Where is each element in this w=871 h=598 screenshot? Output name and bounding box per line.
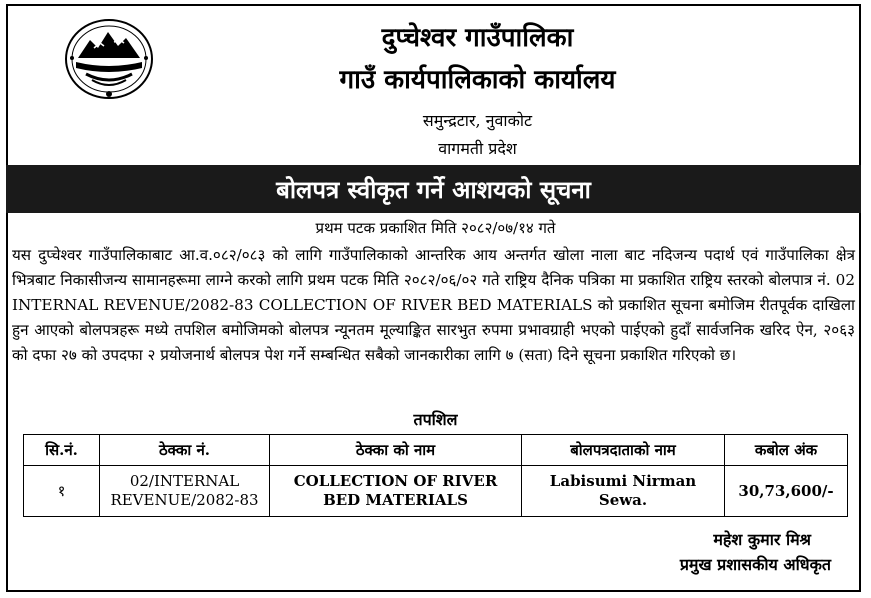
signatory-designation: प्रमुख प्रशासकीय अधिकृत	[679, 555, 831, 574]
cell-contract-name	[270, 466, 522, 517]
col-header-sn: सि.नं.	[24, 435, 100, 466]
bidder-name-line-1: Labisumi Nirman	[549, 472, 697, 490]
contract-no-line-1: 02/INTERNAL	[129, 472, 240, 490]
notice-title: बोलपत्र स्वीकृत गर्ने आशयको सूचना	[6, 165, 861, 213]
col-header-contract-no: ठेक्का नं.	[100, 435, 270, 466]
notice-body: यस दुप्चेश्वर गाउँपालिकाबाट आ.व.०८२/०८३ को लागि गाउँपालिकाको आन्तरिक आय अन्तर्गत खोला नाला बाट नदिजन्य पदार्थ एवं गाउँपालिका क्षेत्र भित्रबाट निकासीजन्य सामानहरूमा लाग्ने करको लागि प्रथम पटक मिति २०८२/०६/०२ गते राष्ट्रिय दैनिक पत्रिका मा प्रकाशित राष्ट्रिय स्तरको बोलपात्र नं. 02 INTERNAL REVENUE/2082-83 COLLECTION OF RIVER BED MATERIALS को प्रकाशित सूचना बमोजिम रीतपूर्वक दाखिला हुन आएको बोलपत्रहरू मध्ये तपशिल बमोजिमको बोलपत्र न्यूनतम मूल्याङ्कित सारभुत रुपमा प्रभावग्राही भएको पाईएको हुदाँ सार्वजनिक खरिद ऐन, २०६३ को दफा २७ को उपदफा २ प्रयोजनार्थ बोलपत्र पेश गर्ने सम्बन्धित सबैको जानकारीका लागि ७ (सता) दिने सूचना प्रकाशित गरिएको छ।	[12, 246, 855, 364]
cell-contract-no	[100, 466, 270, 517]
office-name: गाउँ कार्यपालिकाको कार्यालय	[339, 65, 616, 95]
table-header-row	[24, 435, 848, 466]
cell-bidder-name	[522, 466, 725, 517]
contract-no-line-2: REVENUE/2082-83	[110, 491, 259, 509]
bidder-name-line-2: Sewa.	[598, 491, 648, 509]
table-heading: तपशिल	[413, 410, 458, 429]
office-location: समुन्द्रटार, नुवाकोट	[422, 111, 533, 130]
col-header-contract-name: ठेक्का को नाम	[270, 435, 522, 466]
province-name: वागमती प्रदेश	[438, 139, 517, 158]
contract-name-line-1: COLLECTION OF RIVER	[293, 472, 498, 490]
cell-bid-amount: 30,73,600/-	[725, 466, 848, 517]
org-name: दुप्चेश्वर गाउँपालिका	[381, 23, 574, 53]
contract-name-line-2: BED MATERIALS	[323, 491, 468, 509]
table-row	[24, 466, 848, 517]
bid-details-table	[23, 434, 848, 517]
col-header-bidder-name: बोलपत्रदाताको नाम	[522, 435, 725, 466]
cell-sn: १	[24, 466, 100, 517]
signatory-name: महेश कुमार मिश्र	[713, 530, 811, 549]
first-published-date: प्रथम पटक प्रकाशित मिति २०८२/०७/१४ गते	[315, 219, 556, 237]
col-header-bid-amount: कबोल अंक	[725, 435, 848, 466]
